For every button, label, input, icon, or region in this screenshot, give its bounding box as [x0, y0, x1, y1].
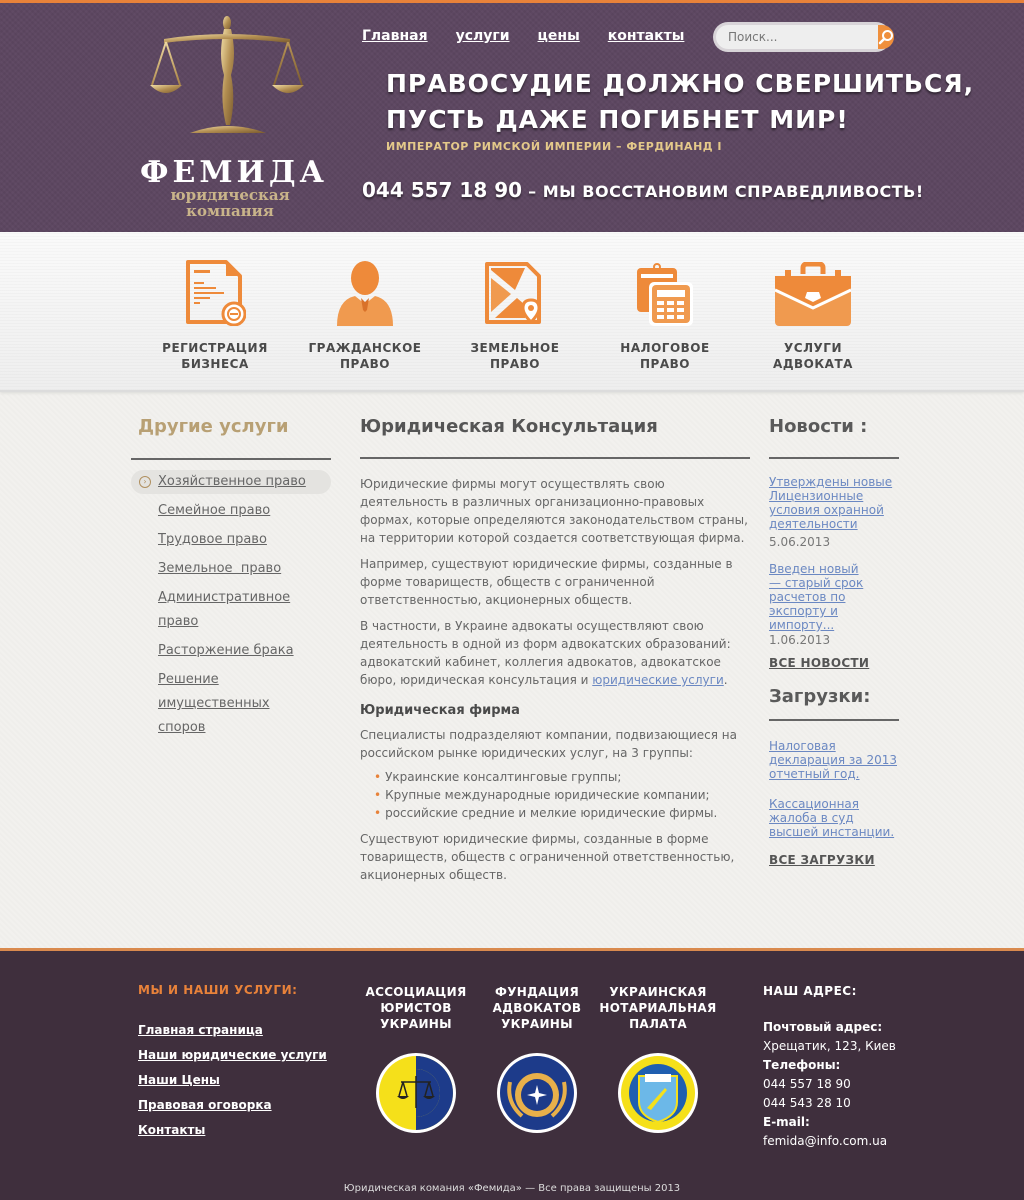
phone-2[interactable]: 044 543 28 10 — [763, 1096, 851, 1110]
association-seal-icon — [617, 1052, 699, 1134]
association-lawyers[interactable] — [356, 984, 476, 1134]
association-seal-icon — [375, 1052, 457, 1134]
association-name-line: НОТАРИАЛЬНАЯ — [599, 1001, 717, 1015]
sidebar-item-economic-law[interactable] — [131, 470, 331, 494]
search-icon — [878, 29, 894, 45]
postal-label: Почтовый адрес: — [763, 1020, 883, 1034]
download-item — [769, 739, 899, 781]
service-label-line-2: ПРАВО — [340, 357, 390, 371]
sidebar-item-label[interactable]: Хозяйственное право — [158, 474, 306, 489]
logo-subtitle-line-2: компания — [186, 202, 274, 220]
association-name-line: УКРАИНЫ — [501, 1017, 573, 1031]
list-item: • Украинские консалтинговые группы; — [374, 768, 750, 786]
service-label — [150, 340, 280, 372]
service-business-registration[interactable] — [150, 254, 280, 372]
footer-link-item — [138, 1046, 327, 1063]
association-name-line: УКРАИНЫ — [380, 1017, 452, 1031]
association-name-line: ФУНДАЦИЯ — [495, 985, 579, 999]
association-name-line: АДВОКАТОВ — [492, 1001, 582, 1015]
header-phone-line — [362, 178, 924, 202]
main-article — [360, 394, 750, 884]
sidebar-item-administrative-law[interactable] — [131, 586, 291, 634]
footer-link-disclaimer[interactable]: Правовая оговорка — [138, 1098, 272, 1112]
service-label-line-2: ПРАВО — [490, 357, 540, 371]
search-box — [713, 22, 891, 52]
calculator-icon — [637, 262, 693, 326]
sidebar-title: Другие услуги — [138, 416, 289, 437]
footer-services-title: МЫ И НАШИ УСЛУГИ: — [138, 983, 298, 997]
legal-services-link[interactable]: юридические услуги — [592, 673, 724, 687]
sidebar-item-property-disputes[interactable] — [131, 668, 321, 740]
association-name-line: АССОЦИАЦИЯ — [365, 985, 467, 999]
service-lawyer[interactable] — [748, 254, 878, 372]
service-label — [600, 340, 730, 372]
service-label-line-1: НАЛОГОВОЕ — [620, 341, 710, 355]
address-title: НАШ АДРЕС: — [763, 984, 857, 998]
site-header — [0, 0, 1024, 232]
sidebar-item-label[interactable]: Расторжение брака — [158, 643, 294, 658]
download-item — [769, 797, 899, 839]
footer-link-contacts[interactable]: Контакты — [138, 1123, 206, 1137]
footer-link-prices[interactable]: Наши Цены — [138, 1073, 220, 1087]
sidebar-item-family-law[interactable] — [131, 499, 331, 523]
service-label-line-1: ЗЕМЕЛЬНОЕ — [470, 341, 560, 355]
footer-link-item — [138, 1071, 327, 1088]
content-area — [0, 394, 1024, 948]
association-name-line: ПАЛАТА — [629, 1017, 687, 1031]
article-subtitle: Юридическая фирма — [360, 703, 520, 718]
nav-link-services[interactable]: услуги — [455, 28, 510, 44]
list-item: • Крупные международные юридические компании; — [374, 786, 750, 804]
service-label-line-1: РЕГИСТРАЦИЯ — [162, 341, 268, 355]
copyright: Юридическая комания «Фемида» — Все права защищены 2013 — [343, 1183, 681, 1194]
service-label-line-2: ПРАВО — [640, 357, 690, 371]
service-label-line-1: ГРАЖДАНСКОЕ — [308, 341, 422, 355]
briefcase-icon — [775, 262, 851, 326]
association-name — [477, 984, 597, 1036]
article-paragraph: Существуют юридические фирмы, созданные в форме товариществ, обществ с ограниченной ответственностью, акционерных обществ. — [360, 832, 735, 882]
email-link[interactable]: femida@info.com.ua — [763, 1134, 888, 1148]
association-advocates[interactable] — [477, 984, 597, 1134]
news-date: 1.06.2013 — [769, 633, 831, 647]
article-text: В частности, в Украине адвокаты осуществляют свою деятельность в одной из форм адвокатских образований: адвокатский кабинет, коллегия адвокатов, адвокатское бюро, юридическая консультация и — [360, 619, 731, 687]
service-label-line-2: АДВОКАТА — [773, 357, 853, 371]
footer-link-item — [138, 1096, 327, 1113]
association-name-line: УКРАИНСКАЯ — [609, 985, 707, 999]
footer-link-item — [138, 1021, 327, 1038]
right-column — [769, 394, 899, 867]
news-link[interactable]: Введен новый — старый срок расчетов по экспорту и импорту... — [769, 562, 864, 632]
logo-subtitle — [140, 187, 320, 219]
nav-link-home[interactable]: Главная — [362, 28, 428, 44]
list-item: • российские средние и мелкие юридические фирмы. — [374, 804, 750, 822]
service-label-line-1: УСЛУГИ — [784, 341, 842, 355]
article-paragraph: Юридические фирмы могут осуществлять свою деятельность в различных организационно-правовых формах, которые определяются законодательством страны, на территории которой создается соответствующая фирма. — [360, 477, 748, 545]
sidebar-item-labor-law[interactable] — [131, 528, 331, 552]
services-band — [0, 232, 1024, 392]
article-paragraph: Специалисты подразделяют компании, подвизающиеся на российском рынке юридических услуг, на 3 группы: — [360, 728, 738, 760]
footer-link-home[interactable]: Главная страница — [138, 1023, 263, 1037]
top-nav — [362, 28, 684, 44]
news-date: 5.06.2013 — [769, 535, 831, 549]
article-paragraph — [360, 617, 750, 689]
header-phone-tagline: – МЫ ВОССТАНОВИМ СПРАВЕДЛИВОСТЬ! — [522, 182, 924, 201]
download-link[interactable]: Налоговая декларация за 2013 отчетный год. — [769, 739, 898, 781]
news-item — [769, 562, 899, 648]
association-name — [356, 984, 476, 1036]
downloads-title: Загрузки: — [769, 686, 871, 707]
sidebar-item-divorce[interactable] — [131, 639, 331, 663]
slogan — [386, 66, 974, 138]
association-name-line: ЮРИСТОВ — [380, 1001, 452, 1015]
association-name — [598, 984, 718, 1036]
logo-subtitle-line-1: юридическая — [170, 186, 290, 204]
all-news-link[interactable]: ВСЕ НОВОСТИ — [769, 656, 870, 670]
phone-1[interactable]: 044 557 18 90 — [763, 1077, 851, 1091]
download-link[interactable]: Кассационная жалоба в суд высшей инстанции. — [769, 797, 895, 839]
sidebar-item-label[interactable]: Административное право — [158, 590, 291, 629]
document-stamp-icon — [184, 260, 246, 326]
header-phone[interactable]: 044 557 18 90 — [362, 178, 523, 202]
sidebar-divider — [131, 458, 331, 460]
chevron-right-icon: › — [139, 476, 151, 488]
sidebar-item-land-law[interactable] — [131, 557, 331, 581]
sidebar-item-label[interactable]: Трудовое право — [158, 532, 267, 547]
logo[interactable] — [140, 15, 328, 225]
service-label — [748, 340, 878, 372]
person-icon — [337, 260, 393, 326]
slogan-line-1: ПРАВОСУДИЕ ДОЛЖНО СВЕРШИТЬСЯ, — [386, 69, 975, 98]
email-label: E-mail: — [763, 1115, 810, 1129]
sidebar-menu — [131, 470, 331, 745]
site-footer — [0, 948, 1024, 1200]
news-link[interactable]: Утверждены новые Лицензионные условия охранной деятельности — [769, 475, 893, 531]
sidebar-item-label[interactable]: Земельное право — [158, 561, 282, 576]
article-paragraph: Например, существуют юридические фирмы, созданные в форме товариществ, обществ с ограниченной ответственностью, акционерных обществ. — [360, 557, 733, 607]
article-text: . — [723, 673, 728, 687]
association-notaries[interactable] — [598, 984, 718, 1134]
service-civil-law[interactable] — [300, 254, 430, 372]
news-title: Новости : — [769, 416, 868, 437]
sidebar-item-label[interactable]: Семейное право — [158, 503, 271, 518]
service-label — [300, 340, 430, 372]
map-pin-icon — [485, 260, 545, 326]
slogan-line-2: ПУСТЬ ДАЖЕ ПОГИБНЕТ МИР! — [386, 105, 849, 134]
downloads-divider — [769, 719, 899, 721]
article-title: Юридическая Консультация — [360, 416, 658, 437]
nav-link-prices[interactable]: цены — [537, 28, 580, 44]
postal-value: Хрещатик, 123, Киев — [763, 1039, 896, 1053]
nav-link-contacts[interactable]: контакты — [607, 28, 685, 44]
service-land-law[interactable] — [450, 254, 580, 372]
phones-label: Телефоны: — [763, 1058, 841, 1072]
slogan-author: ИМПЕРАТОР РИМСКОЙ ИМПЕРИИ – ФЕРДИНАНД I — [386, 140, 722, 153]
search-input[interactable] — [716, 25, 878, 49]
logo-title: ФЕМИДА — [140, 155, 328, 190]
footer-link-item — [138, 1121, 327, 1138]
footer-links — [138, 1021, 327, 1146]
association-seal-icon — [496, 1052, 578, 1134]
footer-link-services[interactable]: Наши юридические услуги — [138, 1048, 327, 1062]
scales-of-justice-icon — [150, 15, 310, 150]
service-tax-law[interactable] — [600, 254, 730, 372]
news-item — [769, 475, 899, 550]
sidebar-item-label[interactable]: Решение имущественных споров — [158, 672, 270, 735]
service-label — [450, 340, 580, 372]
service-label-line-2: БИЗНЕСА — [181, 357, 249, 371]
news-divider — [769, 457, 899, 459]
article-list — [360, 768, 750, 822]
all-downloads-link[interactable]: ВСЕ ЗАГРУЗКИ — [769, 853, 875, 867]
article-divider — [360, 457, 750, 459]
footer-address — [763, 984, 896, 1151]
search-button[interactable] — [878, 25, 894, 49]
